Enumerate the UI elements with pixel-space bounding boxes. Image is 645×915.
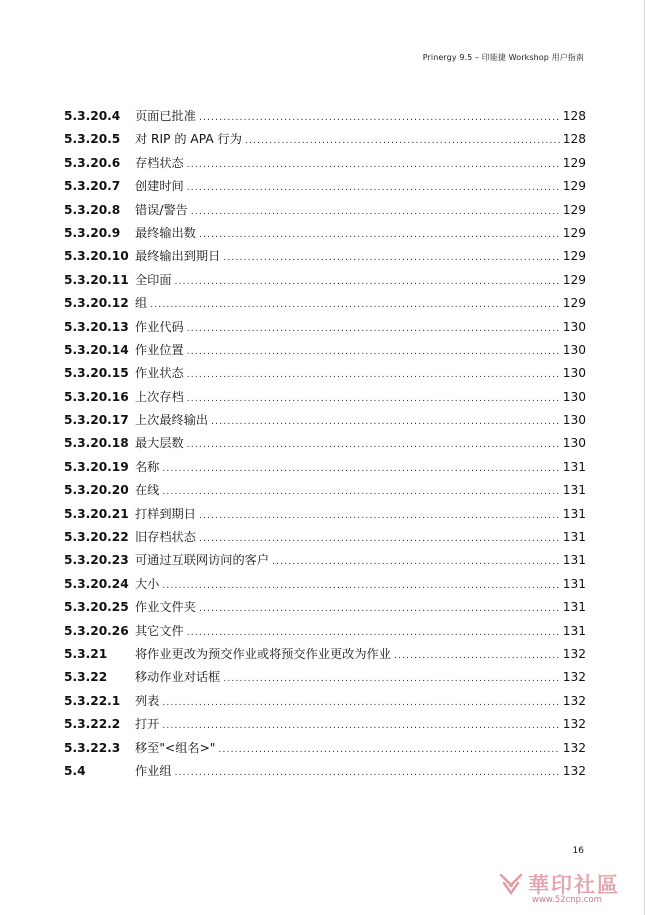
toc-entry-number: 5.3.20.25	[64, 600, 129, 615]
toc-dot-leader	[199, 113, 560, 123]
toc-entry-title: 列表	[135, 693, 160, 708]
toc-entry[interactable]	[64, 739, 586, 762]
watermark	[498, 871, 638, 911]
toc-entry-title: 作业代码	[135, 319, 184, 334]
toc-entry-number: 5.3.20.5	[64, 132, 121, 147]
toc-entry-page: 128	[562, 132, 586, 147]
toc-entry[interactable]	[64, 107, 586, 130]
toc-entry-title: 名称	[135, 459, 160, 474]
table-of-contents	[64, 107, 586, 785]
toc-entry[interactable]	[64, 762, 586, 785]
toc-entry-title: 上次存档	[135, 389, 184, 404]
toc-entry-title: 创建时间	[135, 179, 184, 194]
toc-entry-page: 132	[562, 693, 586, 708]
toc-entry[interactable]	[64, 271, 586, 294]
toc-dot-leader	[218, 745, 559, 755]
toc-dot-leader	[199, 230, 560, 240]
toc-entry-page: 130	[562, 389, 586, 404]
toc-dot-leader	[187, 440, 560, 450]
toc-entry-number: 5.3.20.26	[64, 623, 129, 638]
toc-entry-page: 132	[562, 763, 586, 778]
toc-entry-title: 作业状态	[135, 366, 184, 381]
toc-entry-title: 移动作业对话框	[135, 670, 221, 685]
toc-entry-number: 5.3.20.9	[64, 225, 121, 240]
toc-dot-leader	[187, 347, 560, 357]
toc-dot-leader	[199, 604, 560, 614]
toc-entry-number: 5.3.20.21	[64, 506, 129, 521]
toc-dot-leader	[191, 207, 560, 217]
toc-entry[interactable]	[64, 715, 586, 738]
toc-dot-leader	[187, 628, 560, 638]
toc-entry-title: 组	[135, 296, 148, 311]
toc-entry[interactable]	[64, 551, 586, 574]
toc-entry[interactable]	[64, 341, 586, 364]
toc-entry-title: 存档状态	[135, 155, 184, 170]
toc-entry-title: 将作业更改为预交作业或将预交作业更改为作业	[135, 646, 391, 661]
toc-entry-page: 130	[562, 366, 586, 381]
toc-entry-page: 129	[562, 272, 586, 287]
page-number: 16	[572, 846, 584, 856]
toc-entry-title: 打开	[135, 717, 160, 732]
toc-entry-title: 作业位置	[135, 342, 184, 357]
toc-entry-title: 旧存档状态	[135, 530, 196, 545]
toc-dot-leader	[175, 768, 560, 778]
toc-dot-leader	[162, 698, 559, 708]
toc-dot-leader	[187, 394, 560, 404]
running-header: Prinergy 9.5 – 印能捷 Workshop 用户指南	[422, 53, 584, 62]
toc-entry-page: 130	[562, 319, 586, 334]
toc-dot-leader	[162, 487, 559, 497]
toc-entry[interactable]	[64, 505, 586, 528]
toc-entry[interactable]	[64, 598, 586, 621]
toc-entry-page: 132	[562, 670, 586, 685]
toc-entry[interactable]	[64, 668, 586, 691]
toc-entry-number: 5.3.20.13	[64, 319, 129, 334]
toc-entry-number: 5.3.20.4	[64, 109, 121, 123]
toc-entry-number: 5.3.20.19	[64, 459, 129, 474]
toc-entry-title: 打样到期日	[135, 506, 196, 521]
toc-dot-leader	[245, 136, 560, 146]
toc-entry-number: 5.3.20.10	[64, 249, 129, 264]
toc-dot-leader	[187, 160, 560, 170]
toc-entry[interactable]	[64, 201, 586, 224]
toc-entry[interactable]	[64, 645, 586, 668]
toc-entry-page: 130	[562, 436, 586, 451]
toc-entry-title: 全印面	[135, 272, 172, 287]
toc-dot-leader	[187, 183, 560, 193]
toc-entry-title: 移至"<组名>"	[135, 740, 216, 755]
toc-dot-leader	[162, 721, 559, 731]
toc-entry-title: 可通过互联网访问的客户	[135, 553, 270, 568]
toc-entry-page: 132	[562, 717, 586, 732]
toc-entry-number: 5.3.20.8	[64, 202, 121, 217]
toc-entry-page: 128	[562, 109, 586, 123]
toc-entry-page: 131	[562, 483, 586, 498]
toc-entry-number: 5.3.22.1	[64, 693, 121, 708]
toc-entry[interactable]	[64, 622, 586, 645]
toc-entry[interactable]	[64, 528, 586, 551]
toc-entry-number: 5.3.22.3	[64, 740, 121, 755]
toc-dot-leader	[187, 324, 560, 334]
toc-entry-number: 5.3.20.20	[64, 483, 129, 498]
toc-entry-number: 5.3.20.22	[64, 530, 129, 545]
toc-dot-leader	[199, 511, 560, 521]
toc-entry-number: 5.3.20.14	[64, 342, 129, 357]
toc-entry-page: 129	[562, 179, 586, 194]
toc-dot-leader	[150, 300, 560, 310]
toc-entry-page: 132	[562, 740, 586, 755]
toc-entry[interactable]	[64, 434, 586, 457]
toc-entry[interactable]	[64, 692, 586, 715]
toc-entry-page: 131	[562, 600, 586, 615]
toc-entry-number: 5.4	[64, 763, 86, 778]
toc-entry[interactable]	[64, 130, 586, 153]
watermark-logo-icon	[498, 871, 524, 897]
toc-entry-page: 129	[562, 296, 586, 311]
toc-entry-number: 5.3.20.23	[64, 553, 129, 568]
toc-entry-title: 最终输出数	[135, 225, 196, 240]
toc-entry-page: 132	[562, 646, 586, 661]
toc-entry-title: 页面已批准	[135, 109, 196, 123]
toc-entry-number: 5.3.20.15	[64, 366, 129, 381]
toc-entry-title: 错误/警告	[135, 202, 188, 217]
toc-dot-leader	[162, 464, 559, 474]
toc-entry[interactable]	[64, 154, 586, 177]
watermark-text: 華印社區	[528, 872, 620, 897]
toc-entry-page: 129	[562, 249, 586, 264]
toc-entry-page: 131	[562, 459, 586, 474]
toc-entry-number: 5.3.20.6	[64, 155, 121, 170]
toc-entry-number: 5.3.20.24	[64, 576, 129, 591]
toc-entry-title: 作业组	[135, 763, 172, 778]
toc-entry-page: 129	[562, 202, 586, 217]
toc-entry-title: 对 RIP 的 APA 行为	[135, 132, 242, 147]
toc-entry-page: 130	[562, 413, 586, 428]
toc-entry-number: 5.3.20.12	[64, 296, 129, 311]
toc-entry[interactable]	[64, 177, 586, 200]
toc-entry[interactable]	[64, 388, 586, 411]
toc-entry-title: 最大层数	[135, 436, 184, 451]
toc-entry-title: 最终输出到期日	[135, 249, 221, 264]
toc-entry-number: 5.3.22.2	[64, 717, 121, 732]
toc-dot-leader	[187, 370, 560, 380]
toc-entry-number: 5.3.20.16	[64, 389, 129, 404]
toc-entry[interactable]	[64, 364, 586, 387]
toc-entry[interactable]	[64, 458, 586, 481]
toc-entry[interactable]	[64, 481, 586, 504]
toc-entry-page: 129	[562, 225, 586, 240]
toc-dot-leader	[272, 557, 560, 567]
toc-entry-title: 在线	[135, 483, 160, 498]
toc-dot-leader	[162, 581, 559, 591]
toc-entry-page: 131	[562, 576, 586, 591]
toc-entry-page: 129	[562, 155, 586, 170]
toc-dot-leader	[223, 674, 559, 684]
watermark-url: www.52cnp.com	[532, 895, 602, 905]
toc-dot-leader	[199, 534, 560, 544]
toc-entry-page: 131	[562, 506, 586, 521]
toc-entry-page: 131	[562, 530, 586, 545]
toc-entry[interactable]	[64, 318, 586, 341]
toc-dot-leader	[223, 253, 559, 263]
toc-entry-page: 131	[562, 553, 586, 568]
toc-entry-title: 大小	[135, 576, 160, 591]
toc-entry-number: 5.3.20.18	[64, 436, 129, 451]
toc-dot-leader	[394, 651, 560, 661]
toc-entry-title: 作业文件夹	[135, 600, 196, 615]
toc-entry-page: 131	[562, 623, 586, 638]
toc-dot-leader	[211, 417, 560, 427]
toc-entry-title: 其它文件	[135, 623, 184, 638]
toc-entry-number: 5.3.20.11	[64, 272, 129, 287]
toc-dot-leader	[175, 277, 560, 287]
toc-entry[interactable]	[64, 411, 586, 434]
toc-entry[interactable]	[64, 247, 586, 270]
toc-entry-number: 5.3.22	[64, 670, 108, 685]
toc-entry-number: 5.3.20.7	[64, 179, 121, 194]
toc-entry-title: 上次最终输出	[135, 413, 209, 428]
toc-entry[interactable]	[64, 224, 586, 247]
toc-entry-page: 130	[562, 342, 586, 357]
toc-entry[interactable]	[64, 294, 586, 317]
toc-entry-number: 5.3.21	[64, 646, 108, 661]
toc-entry[interactable]	[64, 575, 586, 598]
toc-entry-number: 5.3.20.17	[64, 413, 129, 428]
